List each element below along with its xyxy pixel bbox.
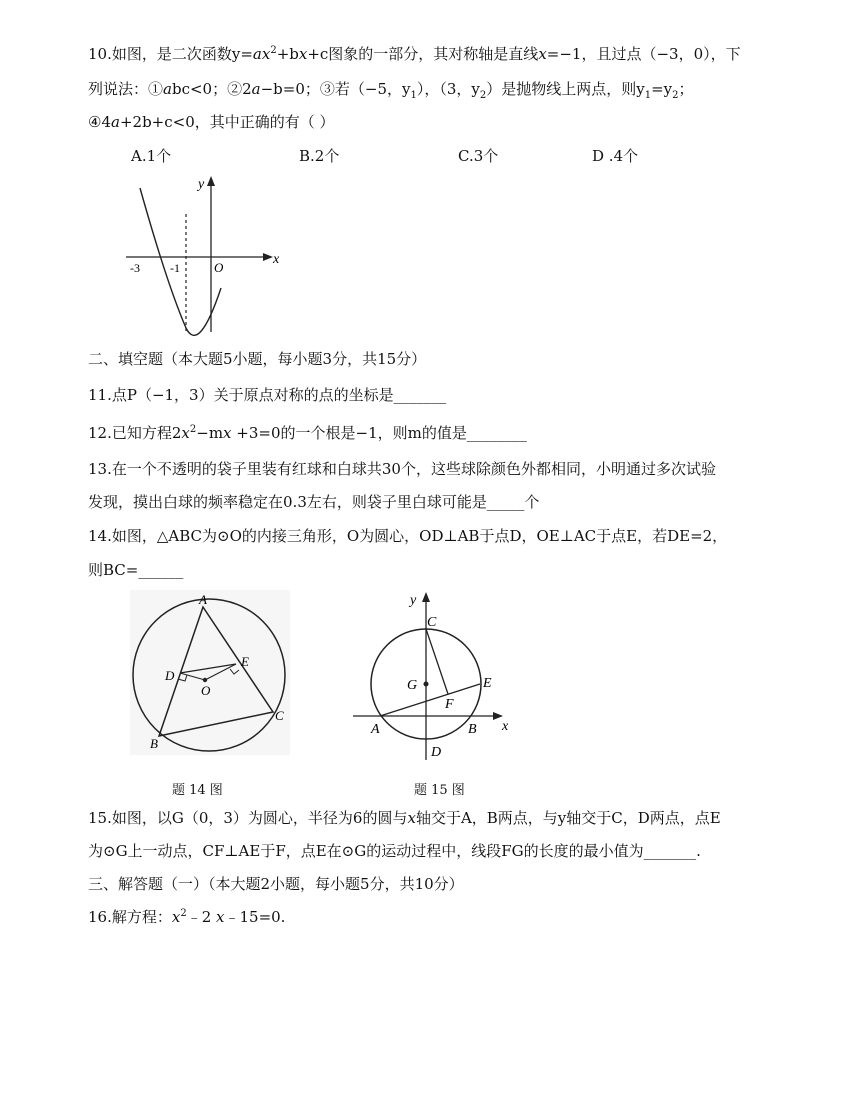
q14-label-d: D (165, 668, 175, 683)
q15-label-g: G (407, 678, 418, 693)
q15-label-c: C (427, 615, 437, 630)
q15-line-1: 15.如图，以G（0，3）为圆心，半径为6的圆与x轴交于A，B两点，与y轴交于C，D两点，点E (88, 809, 721, 827)
q10-origin-label: O (214, 260, 224, 275)
q10-tick-neg1: -1 (170, 261, 180, 275)
q14-label-b: B (150, 736, 158, 751)
q15-label-d: D (431, 745, 442, 760)
q15-x-label: x (502, 719, 509, 734)
section-2-heading: 二、填空题（本大题5小题，每小题3分，共15分） (88, 350, 427, 368)
q10-parabola-curve (140, 188, 221, 335)
q14-label-c: C (275, 708, 284, 723)
q10-line-2: 列说法：①abc<0；②2a−b=0；③若（−5，$y_1$），（3，$y_2$）是抛物线上两点，则$y_1=y_2$； (88, 80, 694, 101)
q10-x-label: x (273, 252, 280, 267)
section-3-heading: 三、解答题（一）（本大题2小题，每小题5分，共10分） (88, 875, 464, 893)
q15-line-2: 为⊙G上一动点，CF⊥AE于F，点E在⊙G的运动过程中，线段FG的长度的最小值为_______. (88, 842, 701, 860)
q14-line-2: 则BC=______ (88, 561, 184, 579)
q16-text: 16.解方程：$x^2﹣2$ x﹣15=0. (88, 908, 286, 926)
q10-parabola-figure (118, 172, 293, 337)
q14-circle-figure (130, 590, 290, 755)
q10-option-d: D .4个 (592, 147, 639, 165)
q10-y-label: y (198, 177, 205, 192)
q10-line-1: 10.如图，是二次函数$y=ax^2+bx+c$图象的一部分，其对称轴是直线x=−1，且过点（−3，0），下 (88, 45, 741, 63)
q10-x-arrow (263, 253, 273, 261)
q13-line-1: 13.在一个不透明的袋子里装有红球和白球共30个，这些球除颜色外都相同，小明通过多次试验 (88, 460, 716, 478)
q14-label-e: E (241, 654, 249, 669)
q15-y-arrow (422, 592, 430, 602)
q14-caption: 题 14 图 (172, 783, 223, 798)
q15-label-a: A (371, 722, 380, 737)
q14-line-1: 14.如图，△ABC为⊙O的内接三角形，O为圆心，OD⊥AB于点D，OE⊥AC于点E，若DE=2， (88, 527, 728, 545)
q14-label-o: O (201, 683, 211, 698)
q10-tick-neg3: -3 (130, 261, 140, 275)
q12-text: 12.已知方程$2x^2-mx +3=0$的一个根是−1，则m的值是________ (88, 424, 527, 442)
q15-segment-cf (426, 629, 448, 694)
q15-label-e: E (483, 676, 492, 691)
q15-caption: 题 15 图 (414, 783, 465, 798)
q10-y-arrow (207, 176, 215, 186)
q14-center-dot (203, 678, 207, 682)
q10-option-a: A.1个 (131, 147, 172, 165)
q14-label-a: A (199, 592, 207, 607)
q11-text: 11.点P（−1，3）关于原点对称的点的坐标是_______ (88, 386, 447, 404)
q10-option-b: B.2个 (299, 147, 340, 165)
q15-label-f: F (445, 697, 454, 712)
q15-circle-figure (350, 588, 520, 763)
q15-y-label: y (410, 593, 417, 608)
q13-line-2: 发现，摸出白球的频率稳定在0.3左右，则袋子里白球可能是_____个 (88, 493, 540, 511)
q10-line-3: ④4a+2b+c<0，其中正确的有（ ） (88, 113, 335, 131)
q10-option-c: C.3个 (458, 147, 499, 165)
q15-label-b: B (468, 722, 477, 737)
q15-center-dot (424, 682, 429, 687)
q15-segment-ae (380, 684, 480, 716)
